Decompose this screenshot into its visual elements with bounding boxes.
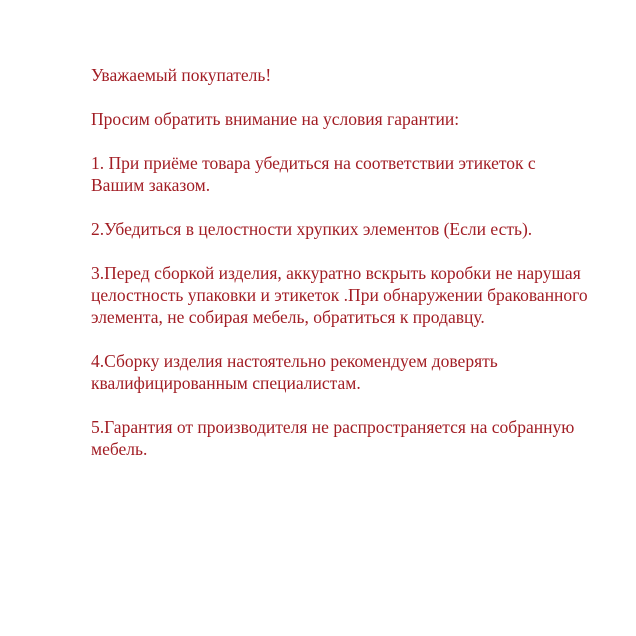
intro-text: Просим обратить внимание на условия гарантии: <box>91 109 460 129</box>
warranty-item-5: 5.Гарантия от производителя не распространяется на собранную мебель. <box>91 417 575 459</box>
warranty-item-3: 3.Перед сборкой изделия, аккуратно вскрыть коробки не нарушая целостность упаковки и этикеток .При обнаружении бракованного элемента, не собирая мебель, обратиться к продавцу. <box>91 263 588 327</box>
warranty-item-1: 1. При приёме товара убедиться на соответствии этикеток с Вашим заказом. <box>91 153 536 195</box>
warranty-item-4: 4.Сборку изделия настоятельно рекомендуем доверять квалифицированным специалистам. <box>91 351 498 393</box>
warranty-item-2: 2.Убедиться в целостности хрупких элементов (Если есть). <box>91 219 533 239</box>
greeting: Уважаемый покупатель! <box>91 65 272 85</box>
warranty-notice <box>91 64 591 460</box>
